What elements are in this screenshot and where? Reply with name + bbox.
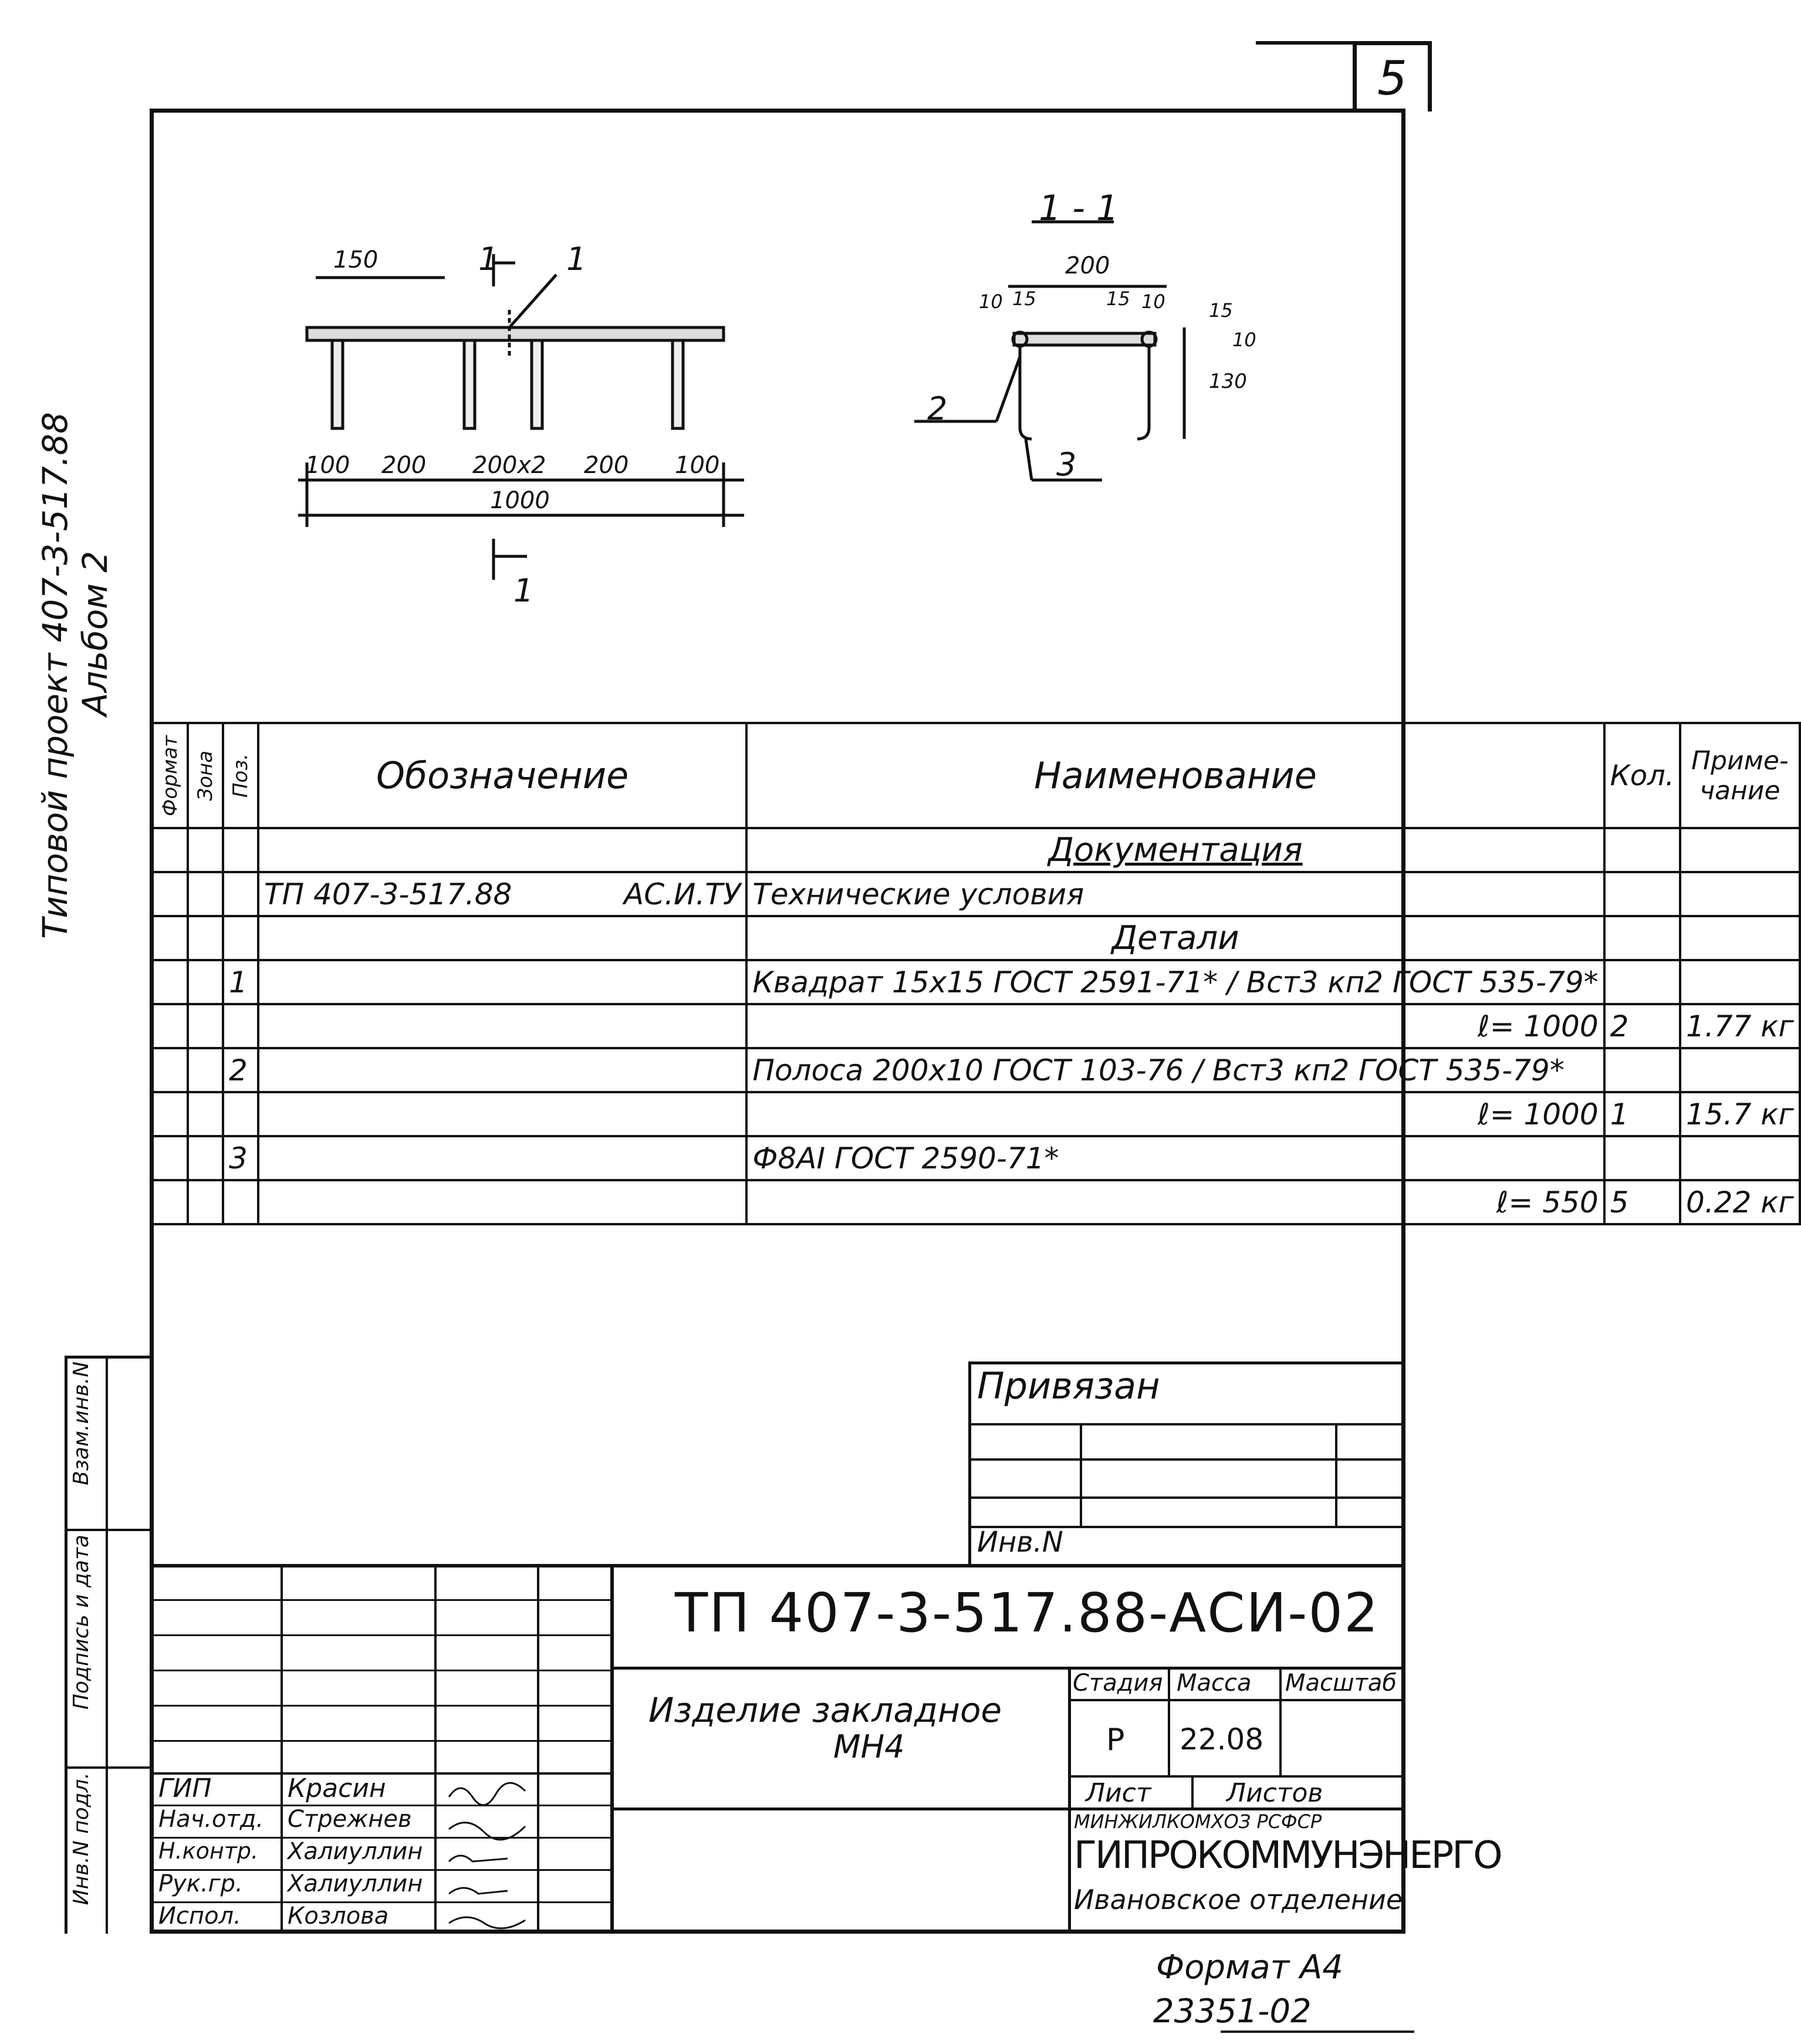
sec-dim-15b: 15 bbox=[1106, 288, 1130, 310]
sec-dim-130: 130 bbox=[1209, 370, 1247, 393]
spec-pos: 3 bbox=[223, 1136, 258, 1180]
table-row bbox=[153, 872, 1800, 916]
specification-table bbox=[151, 722, 1801, 1225]
spec-qty: 2 bbox=[1604, 1004, 1680, 1048]
spec-qty: 1 bbox=[1604, 1092, 1680, 1136]
plan-bar bbox=[673, 340, 683, 428]
spec-length: ℓ= 1000 bbox=[746, 1004, 1604, 1048]
role-ruk: Рук.гр. bbox=[158, 1870, 243, 1897]
name-nkontr: Халиуллин bbox=[288, 1838, 423, 1865]
spec-name: Полоса 200х10 ГОСТ 103-76 / Вст3 кп2 ГОСТ 535-79* bbox=[746, 1048, 1604, 1092]
table-row bbox=[153, 1136, 1800, 1180]
side-caption-project: Типовой проект 407-3-517.88 bbox=[35, 412, 75, 939]
side-caption-album: Альбом 2 bbox=[75, 550, 115, 716]
sec-dim-200: 200 bbox=[1065, 252, 1110, 279]
org-branch: Ивановское отделение bbox=[1074, 1884, 1403, 1915]
spec-header-row bbox=[153, 723, 1800, 828]
org-ministry: МИНЖИЛКОМХОЗ РСФСР bbox=[1074, 1810, 1322, 1833]
leader-3: 3 bbox=[1056, 446, 1077, 483]
dim-100a: 100 bbox=[305, 452, 350, 479]
spec-header-qty: Кол. bbox=[1604, 723, 1680, 828]
dim-200b: 200 bbox=[584, 452, 629, 479]
spec-header-designation: Обозначение bbox=[258, 723, 746, 828]
mass-label: Масса bbox=[1177, 1670, 1252, 1697]
spec-pos: 2 bbox=[223, 1048, 258, 1092]
leader-2: 2 bbox=[927, 390, 948, 427]
sheet-label: Лист bbox=[1086, 1778, 1151, 1808]
stamp-podpis: Подпись и дата bbox=[69, 1535, 93, 1710]
spec-note: 0.22 кг bbox=[1680, 1180, 1800, 1224]
sec-dim-15a: 15 bbox=[1012, 288, 1036, 310]
sec-dim-15c: 15 bbox=[1209, 299, 1233, 322]
drawing-area bbox=[151, 110, 1404, 721]
section-plate bbox=[1014, 333, 1155, 345]
sheets-label: Листов bbox=[1226, 1778, 1323, 1808]
role-ispol: Испол. bbox=[158, 1903, 241, 1930]
dim-200x2: 200x2 bbox=[472, 452, 546, 479]
sheet-number-line bbox=[1256, 41, 1356, 45]
spec-section-documentation: Документация bbox=[746, 828, 1604, 872]
sec-dim-10c: 10 bbox=[1232, 329, 1256, 351]
name-ruk: Халиуллин bbox=[288, 1870, 423, 1897]
binding-label: Привязан bbox=[977, 1364, 1160, 1407]
item-name-2: МН4 bbox=[833, 1728, 905, 1765]
spec-name: Ф8АI ГОСТ 2590-71* bbox=[746, 1136, 1604, 1180]
archive-number: 23351-02 bbox=[1153, 1992, 1312, 2031]
signature-marks bbox=[437, 1773, 537, 1932]
stage-label: Стадия bbox=[1073, 1670, 1163, 1697]
spec-header-name: Наименование bbox=[746, 723, 1604, 828]
document-code: ТП 407-3-517.88-АСИ-02 bbox=[675, 1582, 1380, 1644]
leader-1: 1 bbox=[566, 241, 587, 278]
section-mark-bottom: 1 bbox=[513, 572, 534, 609]
sec-dim-10a: 10 bbox=[979, 290, 1003, 313]
spec-pos: 1 bbox=[223, 960, 258, 1004]
table-row bbox=[153, 1092, 1800, 1136]
spec-header-note: Приме-чание bbox=[1680, 723, 1800, 828]
section-mark-top: 1 bbox=[478, 241, 499, 278]
binding-inv: Инв.N bbox=[977, 1526, 1063, 1559]
table-row bbox=[153, 916, 1800, 960]
spec-qty: 5 bbox=[1604, 1180, 1680, 1224]
name-ispol: Козлова bbox=[288, 1903, 389, 1930]
spec-designation: ТП 407-3-517.88 АС.И.ТУ bbox=[258, 872, 746, 916]
spec-header-zone: Зона bbox=[188, 723, 223, 828]
table-row bbox=[153, 1004, 1800, 1048]
stage-value: Р bbox=[1106, 1722, 1125, 1758]
spec-name: Технические условия bbox=[746, 872, 1604, 916]
spec-note: 1.77 кг bbox=[1680, 1004, 1800, 1048]
org-name: ГИПРОКОММУНЭНЕРГО bbox=[1074, 1834, 1501, 1877]
spec-length: ℓ= 1000 bbox=[746, 1092, 1604, 1136]
spec-header-pos: Поз. bbox=[223, 723, 258, 828]
role-nach: Нач.отд. bbox=[158, 1806, 264, 1833]
role-nkontr: Н.контр. bbox=[158, 1838, 259, 1864]
plan-plate bbox=[307, 327, 724, 340]
spec-name: Квадрат 15х15 ГОСТ 2591-71* / Вст3 кп2 ГОСТ 535-79* bbox=[746, 960, 1604, 1004]
name-nach: Стрежнев bbox=[288, 1806, 412, 1833]
sheet-number: 5 bbox=[1353, 41, 1432, 112]
role-gip: ГИП bbox=[158, 1773, 212, 1803]
dim-200a: 200 bbox=[381, 452, 427, 479]
name-gip: Красин bbox=[288, 1773, 386, 1803]
item-name-1: Изделие закладное bbox=[648, 1690, 1002, 1730]
table-row bbox=[153, 960, 1800, 1004]
scale-label: Масштаб bbox=[1285, 1670, 1397, 1697]
spec-note: 15.7 кг bbox=[1680, 1092, 1800, 1136]
spec-length: ℓ= 550 bbox=[746, 1180, 1604, 1224]
sec-dim-10b: 10 bbox=[1141, 290, 1165, 313]
stamp-vzam: Взам.инв.N bbox=[69, 1361, 93, 1486]
mass-value: 22.08 bbox=[1180, 1722, 1264, 1756]
spec-section-details: Детали bbox=[746, 916, 1604, 960]
table-row bbox=[153, 1048, 1800, 1092]
dim-150: 150 bbox=[333, 246, 379, 273]
plan-bar bbox=[532, 340, 542, 428]
plan-bar bbox=[464, 340, 475, 428]
side-caption bbox=[35, 235, 141, 939]
spec-header-format: Формат bbox=[153, 723, 188, 828]
section-title: 1 - 1 bbox=[1039, 188, 1119, 229]
table-row bbox=[153, 1180, 1800, 1224]
plan-bar bbox=[332, 340, 343, 428]
section-bar bbox=[1020, 345, 1149, 439]
dim-100b: 100 bbox=[675, 452, 720, 479]
stamp-inv: Инв.N подл. bbox=[69, 1772, 93, 1906]
table-row bbox=[153, 828, 1800, 872]
format-label: Формат А4 bbox=[1156, 1948, 1343, 1986]
dim-1000: 1000 bbox=[490, 487, 550, 514]
